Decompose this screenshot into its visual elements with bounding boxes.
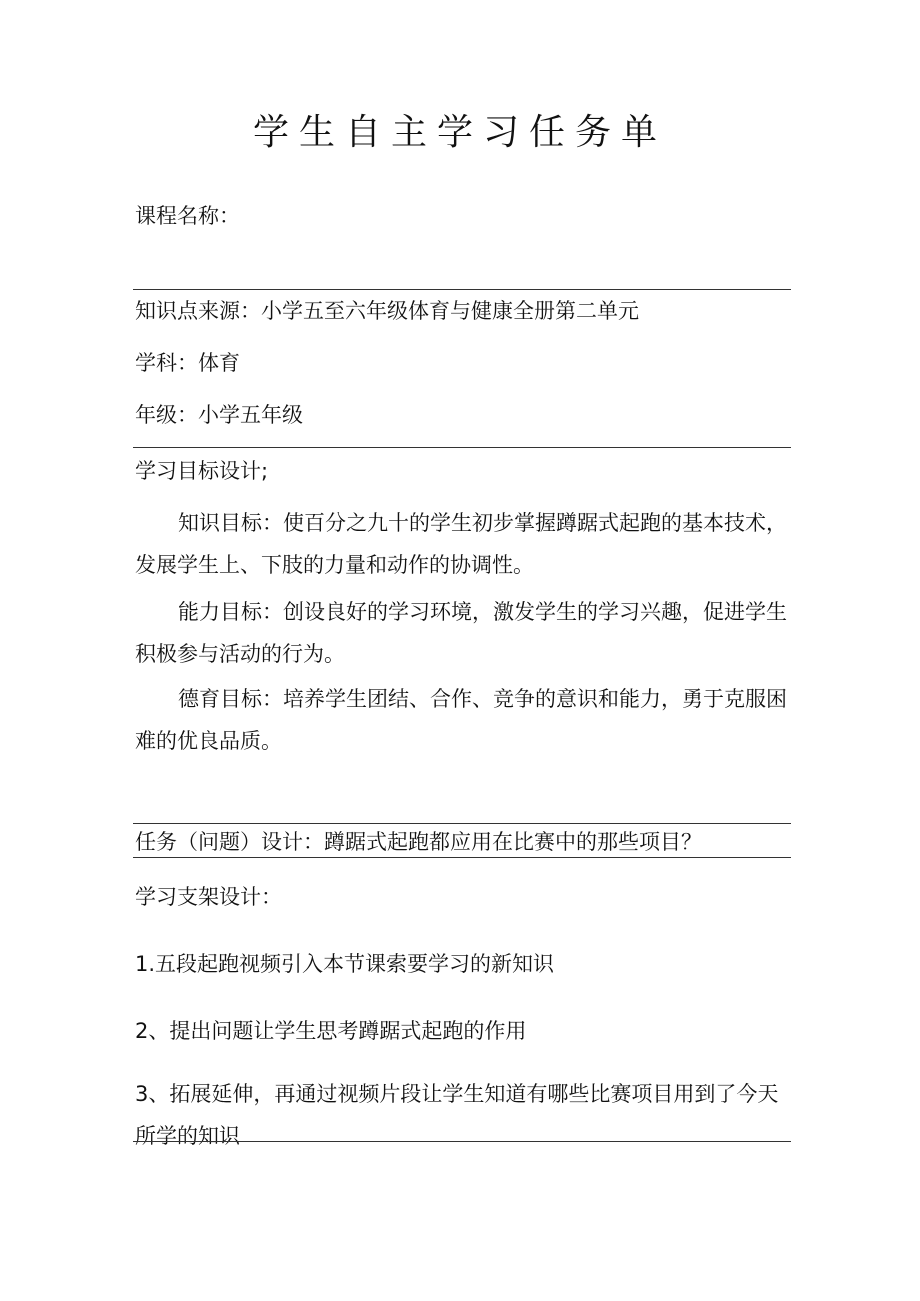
objectives-heading: 学习目标设计; bbox=[135, 459, 269, 483]
scaffold-step-1: 1.五段起跑视频引入本节课索要学习的新知识 bbox=[135, 952, 555, 976]
grade-field: 年级：小学五年级 bbox=[135, 403, 303, 427]
divider-2 bbox=[133, 447, 791, 448]
scaffold-step-3: 3、拓展延伸，再通过视频片段让学生知道有哪些比赛项目用到了今天所学的知识 bbox=[135, 1082, 779, 1148]
divider-3 bbox=[133, 823, 791, 824]
knowledge-source: 知识点来源：小学五至六年级体育与健康全册第二单元 bbox=[135, 299, 639, 323]
scaffold-heading: 学习支架设计： bbox=[135, 885, 282, 909]
document-title: 学生自主学习任务单 bbox=[252, 112, 667, 153]
course-name-label: 课程名称： bbox=[135, 204, 240, 228]
objective-knowledge: 知识目标：使百分之九十的学生初步掌握蹲踞式起跑的基本技术，发展学生上、下肢的力量和动作的协调性。 bbox=[135, 511, 787, 577]
scaffold-step-2: 2、提出问题让学生思考蹲踞式起跑的作用 bbox=[135, 1019, 527, 1043]
divider-4 bbox=[133, 857, 791, 858]
divider-1 bbox=[133, 289, 791, 290]
objective-moral: 德育目标：培养学生团结、合作、竞争的意识和能力，勇于克服困难的优良品质。 bbox=[135, 687, 787, 753]
task-design: 任务（问题）设计：蹲踞式起跑都应用在比赛中的那些项目？ bbox=[135, 830, 702, 854]
objective-ability: 能力目标：创设良好的学习环境，激发学生的学习兴趣，促进学生积极参与活动的行为。 bbox=[135, 600, 787, 666]
subject-field: 学科：体育 bbox=[135, 351, 240, 375]
divider-5 bbox=[133, 1141, 791, 1142]
